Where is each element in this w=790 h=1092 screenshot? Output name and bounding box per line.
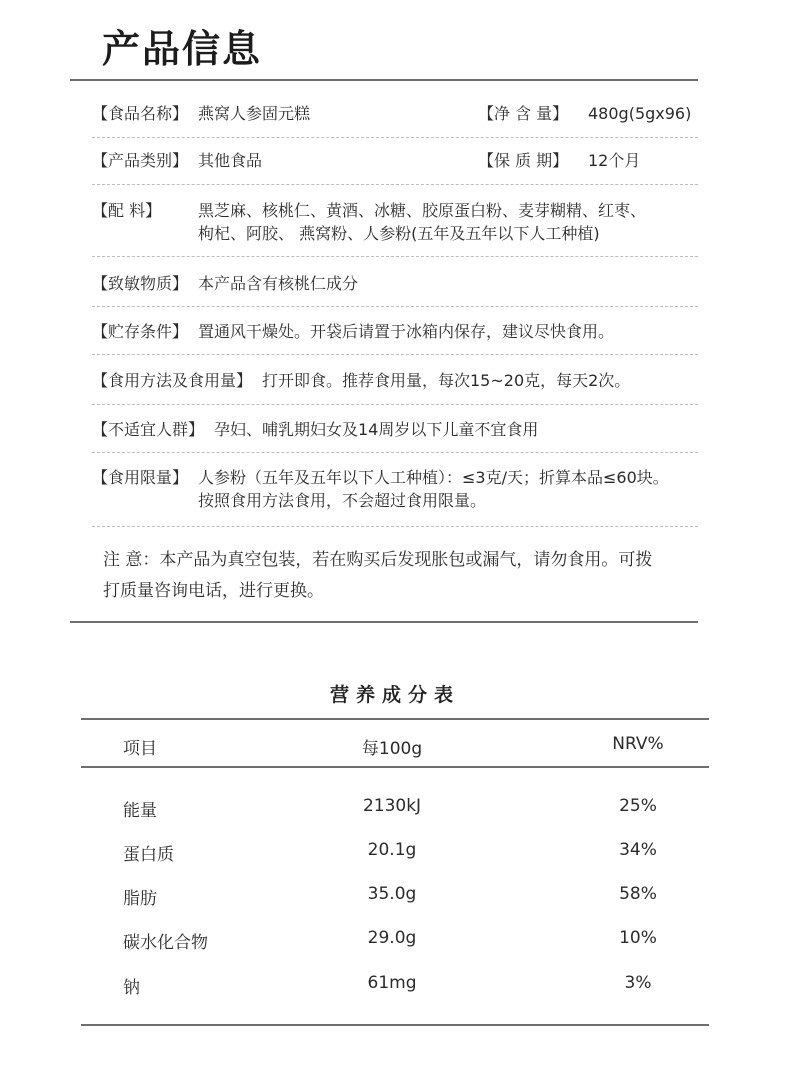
row-divider	[92, 354, 698, 355]
nutrition-table-top-rule	[81, 718, 709, 720]
nutrient-nrv: 3%	[624, 973, 652, 993]
table-row	[0, 973, 790, 997]
row-divider	[92, 404, 698, 405]
nutrient-name: 钠	[123, 978, 140, 998]
notice-line2: 打质量咨询电话，进行更换。	[103, 581, 324, 601]
nutrition-table-header	[0, 734, 790, 758]
value-limit-line1: 人参粉（五年及五年以下人工种植）：≤3克/天；折算本品≤60块。	[198, 468, 669, 487]
nutrient-nrv: 25%	[619, 796, 657, 816]
value-net-content: 480g(5gx96)	[588, 104, 692, 123]
nutrient-name: 脂肪	[123, 889, 157, 909]
row-divider	[92, 306, 698, 307]
value-ingredients-line1: 黑芝麻、核桃仁、黄酒、冰糖、胶原蛋白粉、麦芽糊精、红枣、	[198, 201, 647, 220]
row-divider	[92, 526, 698, 527]
nutrient-nrv: 10%	[619, 928, 657, 948]
table-row	[0, 796, 790, 820]
label-usage: 【食用方法及食用量】	[92, 371, 253, 390]
nutrient-nrv: 34%	[619, 840, 657, 860]
label-storage: 【贮存条件】	[92, 322, 189, 341]
value-usage: 打开即食。推荐食用量，每次15~20克，每天2次。	[262, 371, 631, 390]
notice-line1: 注 意：本产品为真空包装，若在购买后发现胀包或漏气，请勿食用。可拨	[103, 550, 653, 570]
row-divider	[92, 256, 698, 257]
nutrient-name: 蛋白质	[123, 845, 174, 865]
value-unsuitable: 孕妇、哺乳期妇女及14周岁以下儿童不宜食用	[214, 420, 539, 439]
table-row	[0, 840, 790, 864]
nutrient-amount: 29.0g	[367, 928, 417, 948]
value-category: 其他食品	[198, 151, 263, 170]
value-allergen: 本产品含有核桃仁成分	[198, 274, 359, 293]
label-unsuitable: 【不适宜人群】	[92, 420, 205, 439]
label-net-content: 【净 含 量】	[478, 104, 569, 123]
row-divider	[92, 452, 698, 453]
value-shelf-life: 12个月	[588, 151, 641, 170]
header-nrv: NRV%	[612, 734, 664, 754]
nutrition-table-bottom-rule	[81, 1024, 709, 1026]
nutrient-amount: 61mg	[367, 973, 417, 993]
nutrient-name: 能量	[123, 801, 157, 821]
nutrition-table-header-rule	[81, 766, 709, 768]
nutrition-table-title: 营养成分表	[329, 684, 460, 706]
label-category: 【产品类别】	[92, 151, 189, 170]
value-storage: 置通风干燥处。开袋后请置于冰箱内保存，建议尽快食用。	[198, 322, 615, 341]
nutrient-amount: 2130kJ	[362, 796, 422, 816]
page-title: 产品信息	[102, 27, 263, 71]
label-ingredients: 【配 料】	[92, 201, 162, 220]
nutrient-amount: 35.0g	[367, 884, 417, 904]
nutrient-nrv: 58%	[619, 884, 657, 904]
header-per-100g: 每100g	[361, 739, 423, 759]
nutrient-amount: 20.1g	[367, 840, 417, 860]
row-divider	[92, 184, 698, 185]
notice	[103, 545, 708, 607]
header-item: 项目	[123, 739, 157, 759]
row-divider	[92, 137, 698, 138]
value-ingredients-line2: 枸杞、阿胶、 燕窝粉、人参粉(五年及五年以下人工种植)	[198, 224, 600, 243]
label-shelf-life: 【保 质 期】	[478, 151, 569, 170]
value-food-name: 燕窝人参固元糕	[198, 104, 311, 123]
label-limit: 【食用限量】	[92, 468, 189, 487]
label-allergen: 【致敏物质】	[92, 274, 189, 293]
nutrient-name: 碳水化合物	[123, 933, 208, 953]
label-food-name: 【食品名称】	[92, 104, 189, 123]
table-row	[0, 928, 790, 952]
table-row	[0, 884, 790, 908]
section-divider	[70, 621, 698, 623]
value-limit-line2: 按照食用方法食用，不会超过食用限量。	[198, 491, 487, 510]
